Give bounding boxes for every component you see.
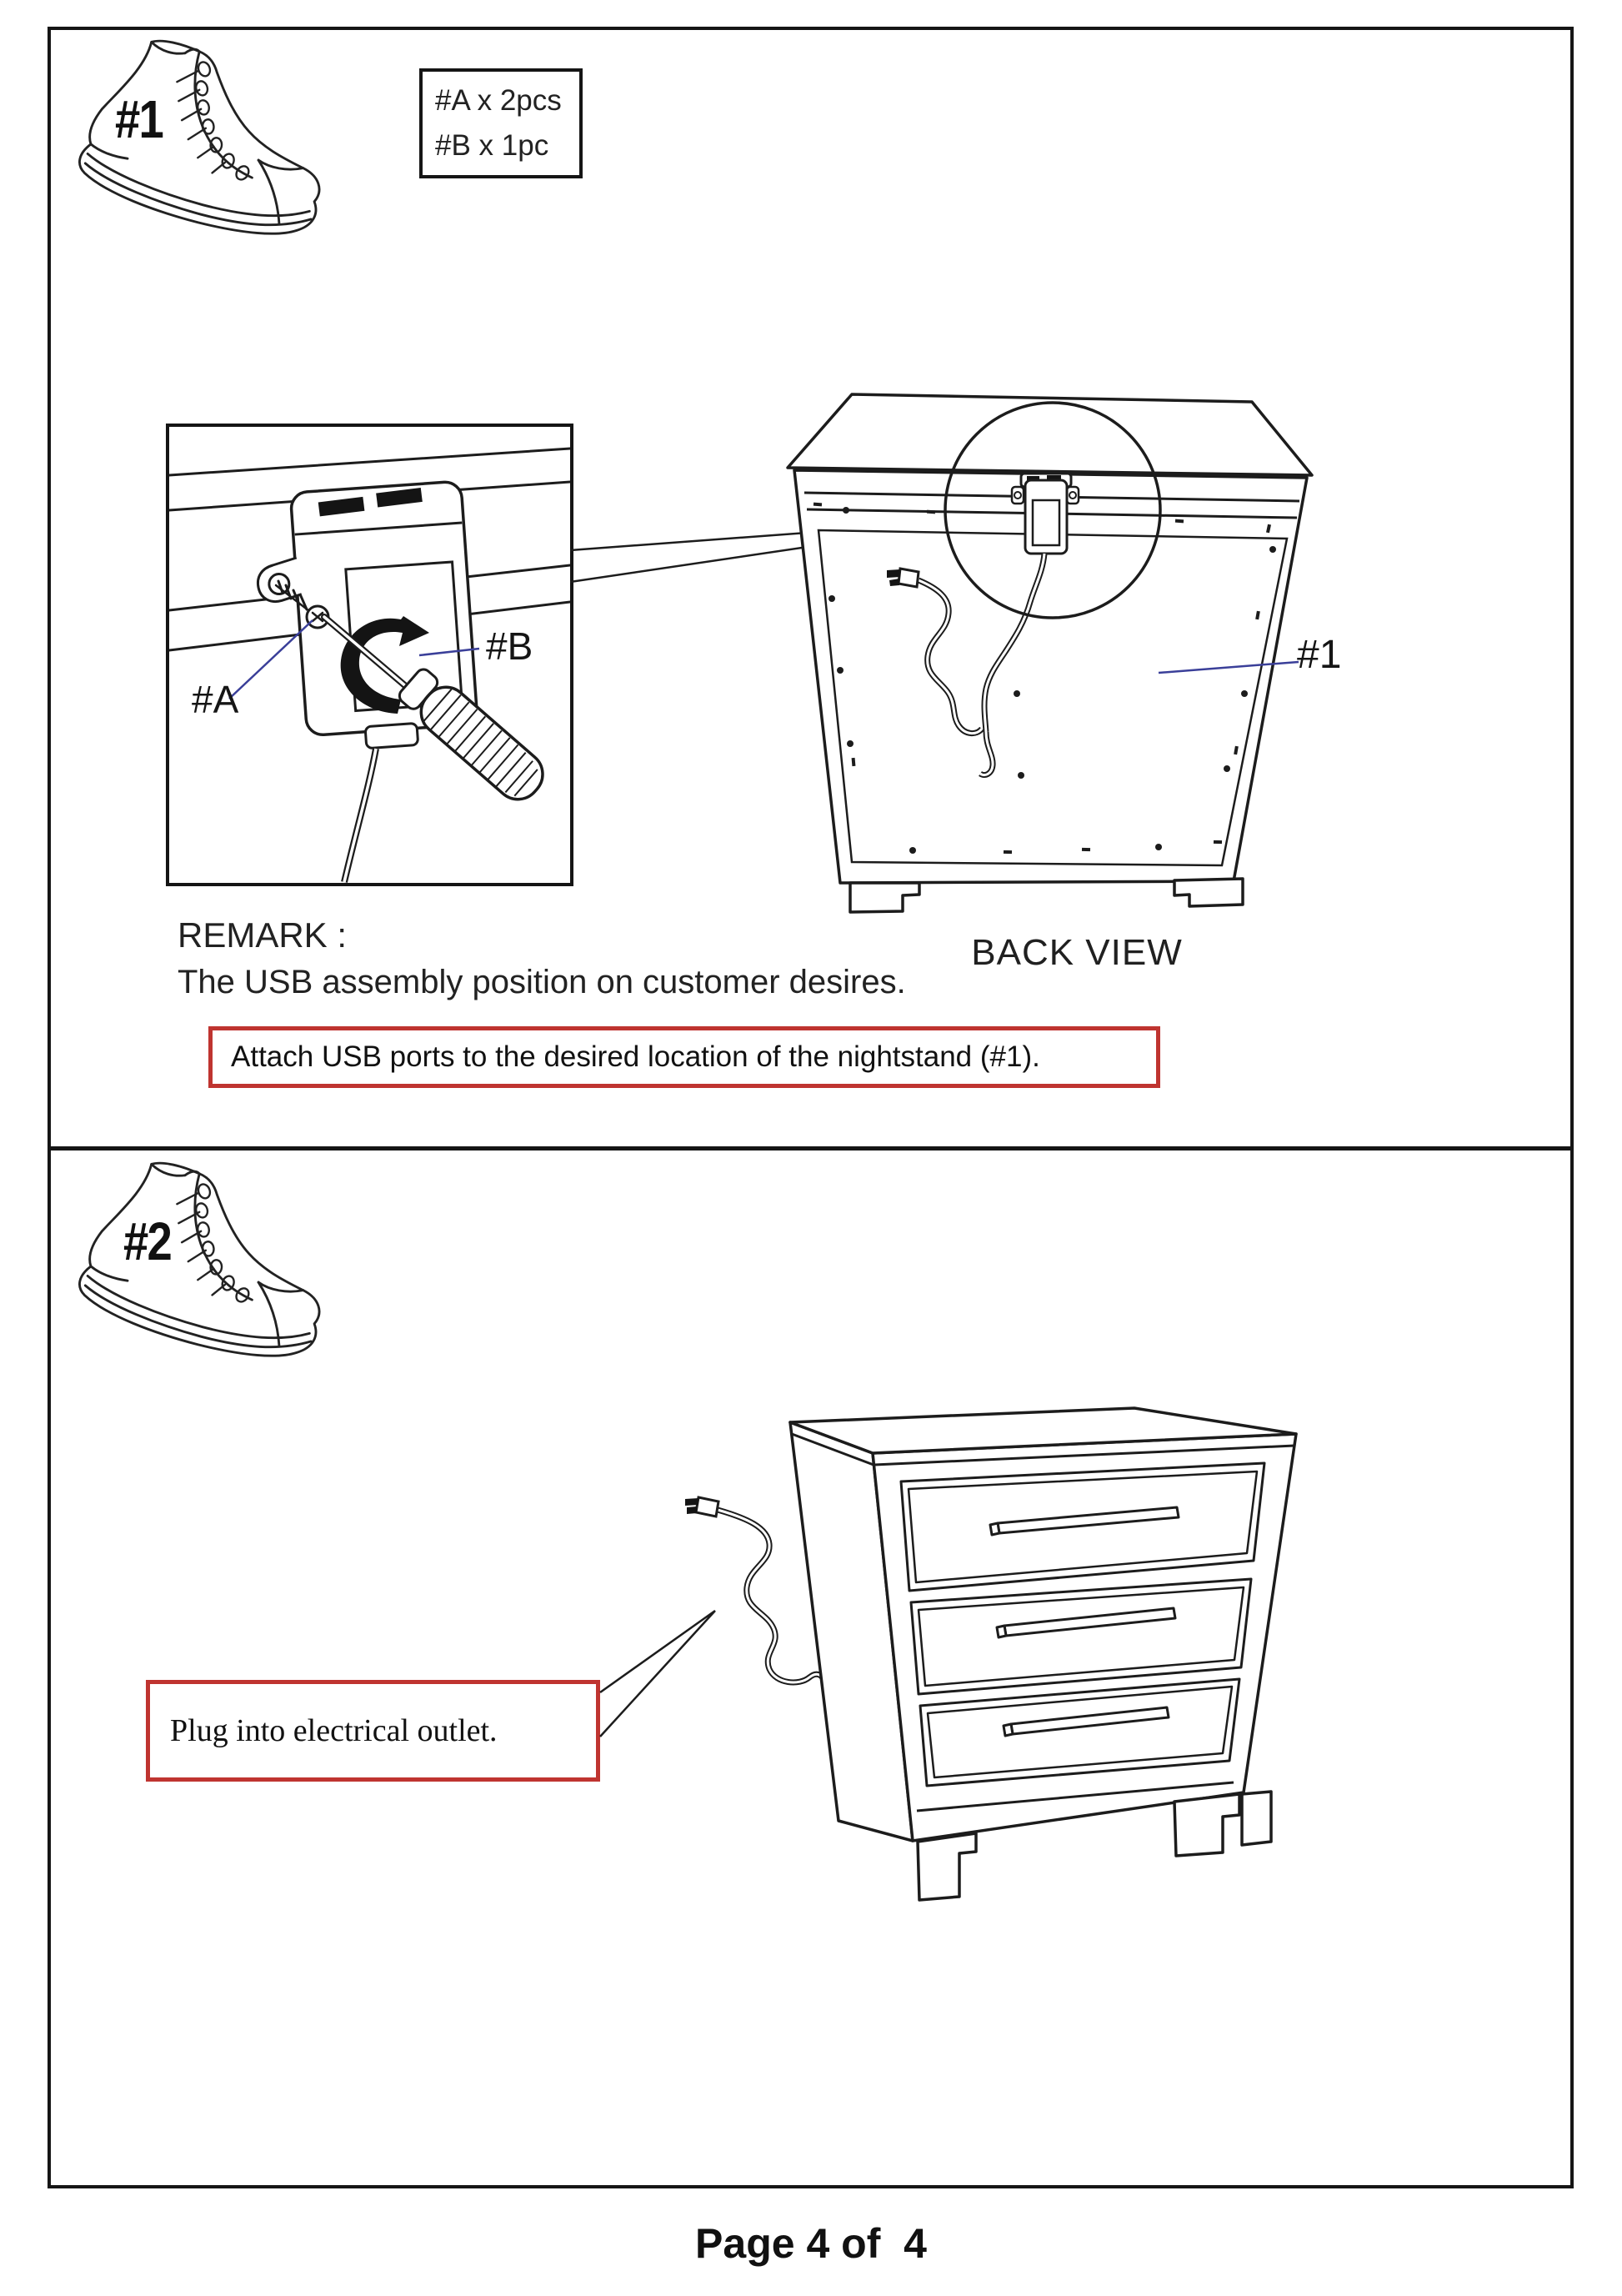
label-usb-unit-b: #B: [486, 624, 533, 668]
nightstand-back-view-drawing: [767, 384, 1350, 950]
label-screw-a: #A: [192, 678, 239, 721]
parts-line-a: #A x 2pcs: [435, 84, 562, 117]
back-view-caption: BACK VIEW: [971, 932, 1183, 973]
step2-badge: #2: [123, 1211, 172, 1271]
parts-list-box: [419, 68, 583, 178]
label-nightstand-1: #1: [1297, 633, 1342, 677]
page-number: Page 4 of 4: [695, 2220, 927, 2267]
sneaker-icon: [72, 1156, 335, 1374]
sneaker-icon: [72, 33, 335, 252]
step2-instruction-text: Plug into electrical outlet.: [170, 1713, 498, 1748]
remark-title: REMARK :: [178, 915, 348, 955]
step1-instruction-text: Attach USB ports to the desired location of the nightstand (#1).: [231, 1040, 1040, 1073]
parts-line-b: #B x 1pc: [435, 129, 549, 163]
remark-body: The USB assembly position on customer desires.: [178, 964, 906, 1000]
step1-instruction-box: [208, 1026, 1160, 1088]
step2-instruction-box: [146, 1680, 600, 1782]
remark-block: [178, 915, 906, 1001]
step1-badge: #1: [115, 89, 163, 149]
nightstand-front-view-drawing: [667, 1384, 1334, 2034]
section-divider: [49, 1146, 1572, 1151]
